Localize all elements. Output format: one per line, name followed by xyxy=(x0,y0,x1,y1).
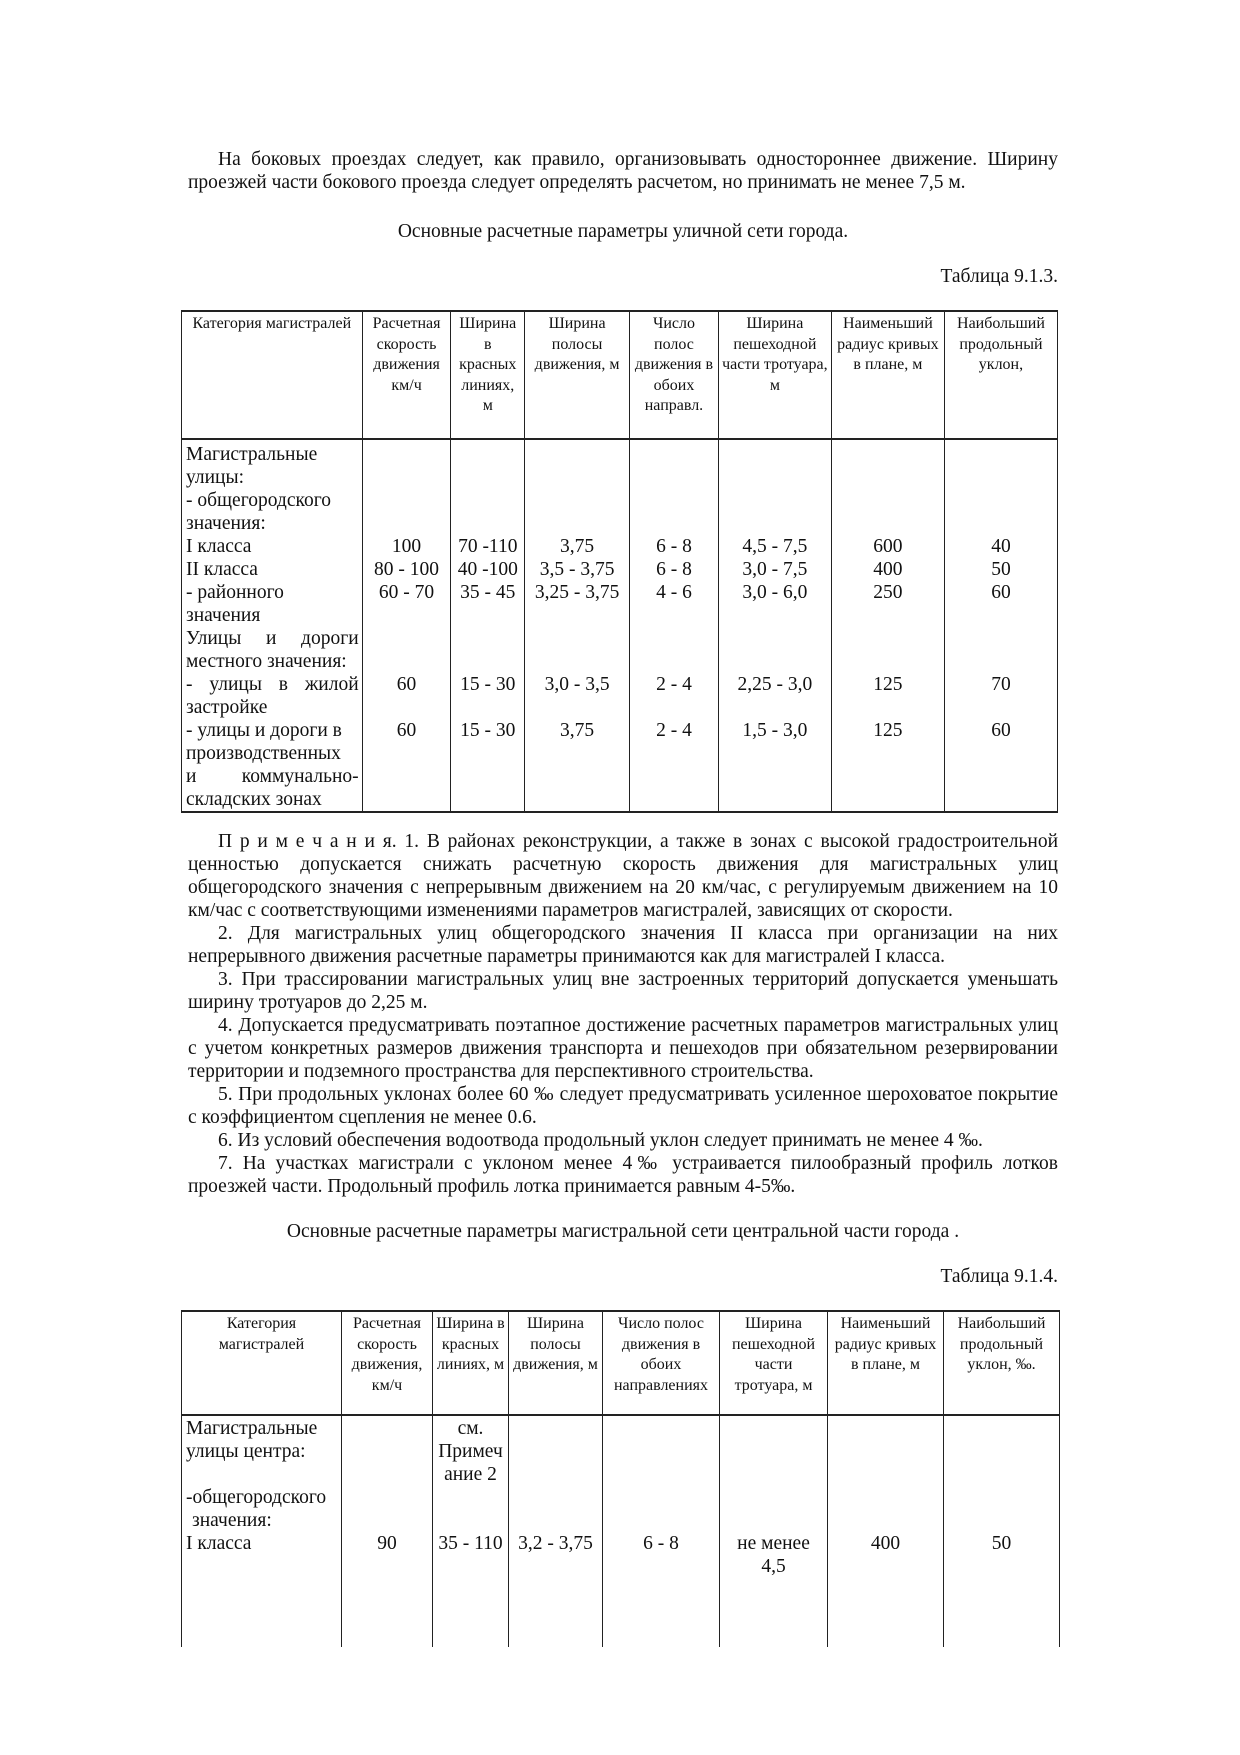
table2-header-row xyxy=(182,1311,1060,1415)
table1-cell: 6 - 8 xyxy=(656,559,692,580)
table2-cell: 90 xyxy=(377,1533,397,1554)
table1-cell: 15 - 30 xyxy=(460,720,516,741)
table1-cell: 125 xyxy=(873,674,903,695)
intro-paragraph: На боковых проездах следует, как правило, организовывать одностороннее движение. Ширину проезжей части бокового проезда следует определять расчетом, но принимать не менее 7,5 м. xyxy=(188,149,1058,193)
table1-category-cell xyxy=(182,439,363,812)
table2-cat-line: Магистральные xyxy=(186,1418,318,1439)
table2-col-max-slope xyxy=(944,1415,1060,1647)
table1-header-min-radius: Наименьший радиус кривых в плане, м xyxy=(831,311,944,439)
table1-body-row xyxy=(182,439,1058,812)
table1-cell: 3,25 - 3,75 xyxy=(534,582,620,603)
table1-cell: 4,5 - 7,5 xyxy=(742,536,808,557)
table1-cell: 15 - 30 xyxy=(460,674,516,695)
table1-cat-line: Магистральные xyxy=(186,444,318,465)
table2-col-lane-count xyxy=(603,1415,720,1647)
table1-cat-line: местного значения: xyxy=(186,651,347,672)
table2-title: Основные расчетные параметры магистральной сети центральной части города . xyxy=(286,1221,960,1242)
table1-header-sidewalk-width: Ширина пешеходной части тротуара, м xyxy=(718,311,831,439)
table1-cell: 70 xyxy=(991,674,1011,695)
table1-cell: 60 xyxy=(396,720,417,741)
table2-col-speed xyxy=(342,1415,433,1647)
note-5: 5. При продольных уклонах более 60 ‰ следует предусматривать усиленное шероховатое покрытие с коэффициентом сцепления не менее 0.6. xyxy=(188,1084,1058,1128)
table1-cell: 3,0 - 7,5 xyxy=(742,559,808,580)
table2-header-min-radius: Наименьший радиус кривых в плане, м xyxy=(828,1311,944,1415)
table1-col-width-red-lines xyxy=(451,439,525,812)
table1-cat-line: улицы: xyxy=(186,467,245,488)
note-1: П р и м е ч а н и я. 1. В районах реконструкции, а также в зонах с высокой градостроительной ценностью допускается снижать расчетную скорость движения для магистральных улиц общегородского значения с непрерывным движением на 20 км/час, с регулируемым движением на 10 км/час с соответствующими изменениями параметров магистралей, зависящих от скорости. xyxy=(188,831,1058,921)
table2-cell: 3,2 - 3,75 xyxy=(518,1533,593,1554)
table2-cell: не менее 4,5 xyxy=(737,1533,810,1577)
table1-cell: 125 xyxy=(873,720,903,741)
table1-cell: 3,75 xyxy=(560,536,595,557)
table1-cat-line: и коммунально- xyxy=(186,766,359,787)
table2-header-max-slope: Наибольший продольный уклон, ‰. xyxy=(944,1311,1060,1415)
table1-cat-line: - общегородского xyxy=(186,490,331,511)
table1-cell: 3,0 - 3,5 xyxy=(544,674,610,695)
table2-width-note: ание 2 xyxy=(444,1464,497,1485)
table1-cat-line: - районного xyxy=(186,582,284,603)
table2-col-sidewalk-width xyxy=(720,1415,828,1647)
table1-cat-line: производственных xyxy=(186,743,341,764)
table1-cell: 80 - 100 xyxy=(374,559,440,580)
table2-cat-line: улицы центра: xyxy=(186,1441,306,1462)
table1-cell: 600 xyxy=(873,536,903,557)
table2-header-category: Категория магистралей xyxy=(182,1311,342,1415)
table2-category-cell xyxy=(182,1415,342,1647)
table2-cell: 6 - 8 xyxy=(643,1533,679,1554)
table1-col-speed xyxy=(362,439,451,812)
table1-header-category: Категория магистралей xyxy=(182,311,363,439)
table-9-1-3 xyxy=(181,310,1058,813)
table2-cell: 400 xyxy=(870,1533,901,1554)
table1-header-max-slope: Наибольший продольный уклон, xyxy=(944,311,1057,439)
table2-col-lane-width xyxy=(509,1415,603,1647)
table1-header-speed: Расчетная скорость движения км/ч xyxy=(362,311,451,439)
table2-cell: 50 xyxy=(991,1533,1012,1554)
table1-cat-line: Улицы и дороги xyxy=(186,628,359,649)
table1-cell: 3,75 xyxy=(560,720,595,741)
table2-col-width-red-lines xyxy=(433,1415,509,1647)
table1-cell: 60 xyxy=(991,720,1011,741)
table1-label: Таблица 9.1.3. xyxy=(940,266,1058,287)
note-6: 6. Из условий обеспечения водоотвода продольный уклон следует принимать не менее 4 ‰. xyxy=(218,1130,983,1151)
table2-header-sidewalk-width: Ширина пешеходной части тротуара, м xyxy=(720,1311,828,1415)
table1-cat-line: значения xyxy=(186,605,261,626)
table1-cell: 400 xyxy=(873,559,903,580)
table1-col-lane-width xyxy=(525,439,630,812)
table1-cell: 60 - 70 xyxy=(378,582,435,603)
table1-cat-line: I класса xyxy=(186,536,252,557)
table1-cell: 4 - 6 xyxy=(656,582,692,603)
table1-cell: 2 - 4 xyxy=(656,674,692,695)
table2-header-width-red-lines: Ширина в красных линиях, м xyxy=(433,1311,509,1415)
table1-header-width-red-lines: Ширина в красных линиях, м xyxy=(451,311,525,439)
table1-cell: 3,0 - 6,0 xyxy=(742,582,808,603)
table1-cell: 100 xyxy=(391,536,422,557)
table1-col-lane-count xyxy=(630,439,719,812)
table2-header-lane-width: Ширина полосы движения, м xyxy=(509,1311,603,1415)
table1-cat-line: застройке xyxy=(186,697,268,718)
table1-cat-line: - улицы и дороги в xyxy=(186,720,342,741)
table2-label: Таблица 9.1.4. xyxy=(940,1266,1058,1287)
table1-cell: 2 - 4 xyxy=(656,720,692,741)
table1-header-lane-width: Ширина полосы движения, м xyxy=(525,311,630,439)
table1-cell: 3,5 - 3,75 xyxy=(539,559,615,580)
table1-header-row xyxy=(182,311,1058,439)
table2-col-min-radius xyxy=(828,1415,944,1647)
table1-title: Основные расчетные параметры уличной сети города. xyxy=(397,221,849,242)
table1-cell: 1,5 - 3,0 xyxy=(742,720,808,741)
table1-cat-line: значения: xyxy=(186,513,266,534)
table1-cell: 60 xyxy=(991,582,1011,603)
table1-cat-line: II класса xyxy=(186,559,258,580)
table1-cell: 70 -110 xyxy=(458,536,518,557)
table1-col-min-radius xyxy=(831,439,944,812)
table1-col-sidewalk-width xyxy=(718,439,831,812)
table2-cat-line: -общегородского xyxy=(186,1487,327,1508)
table1-cell: 50 xyxy=(991,559,1011,580)
table2-cell: 35 - 110 xyxy=(438,1533,503,1554)
table2-header-speed: Расчетная скорость движения, км/ч xyxy=(342,1311,433,1415)
table1-cat-line: - улицы в жилой xyxy=(186,674,359,695)
table1-col-max-slope xyxy=(944,439,1057,812)
note-2: 2. Для магистральных улиц общегородского значения II класса при организации на них непрерывного движения расчетные параметры принимаются как для магистралей I класса. xyxy=(188,923,1058,967)
note-7: 7. На участках магистрали с уклоном менее 4‰ устраивается пилообразный профиль лотков проезжей части. Продольный профиль лотка принимается равным 4-5‰. xyxy=(188,1153,1058,1197)
table2-header-lane-count: Число полос движения в обоих направлениях xyxy=(603,1311,720,1415)
table1-header-lane-count: Число полос движения в обоих направл. xyxy=(630,311,719,439)
note-3: 3. При трассировании магистральных улиц вне застроенных территорий допускается уменьшать ширину тротуаров до 2,25 м. xyxy=(188,969,1058,1013)
table1-cell: 35 - 45 xyxy=(460,582,516,603)
table1-cell: 6 - 8 xyxy=(656,536,692,557)
table2-width-note: Примеч xyxy=(438,1441,503,1462)
table1-cat-line: складских зонах xyxy=(186,789,322,810)
table2-width-note: см. xyxy=(457,1418,484,1439)
table1-cell: 40 -100 xyxy=(457,559,518,580)
table2-cat-line: значения: xyxy=(192,1510,272,1531)
table2-body-row xyxy=(182,1415,1060,1647)
table1-cell: 40 xyxy=(991,536,1011,557)
table1-cell: 2,25 - 3,0 xyxy=(737,674,813,695)
note-4: 4. Допускается предусматривать поэтапное достижение расчетных параметров магистральных улиц с учетом конкретных размеров движения транспорта и пешеходов при обязательном резервировании территории и подземного пространства для перспективного строительства. xyxy=(188,1015,1058,1082)
table2-cat-line: I класса xyxy=(186,1533,252,1554)
table1-cell: 60 xyxy=(396,674,417,695)
table1-cell: 250 xyxy=(873,582,903,603)
table-9-1-4 xyxy=(181,1310,1060,1647)
